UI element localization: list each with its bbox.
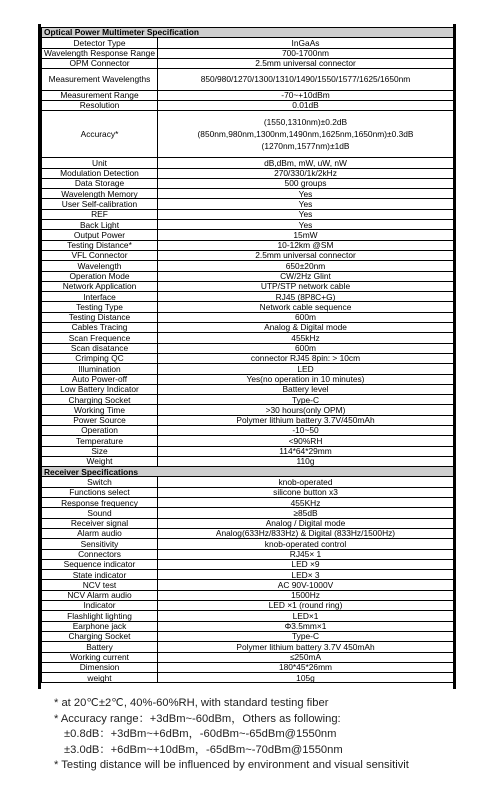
spec-row xyxy=(42,292,454,302)
spec-value: Network cable sequence xyxy=(158,302,454,312)
spec-row xyxy=(42,199,454,209)
spec-label: Network Application xyxy=(42,281,158,291)
spec-label: Switch xyxy=(42,477,158,487)
spec-label: Operation xyxy=(42,426,158,436)
spec-label: NCV test xyxy=(42,580,158,590)
spec-row xyxy=(42,549,454,559)
spec-row xyxy=(42,158,454,168)
spec-value: 1500Hz xyxy=(158,590,454,600)
spec-row xyxy=(42,189,454,199)
spec-value xyxy=(158,111,454,158)
spec-value: CW/2Hz Glint xyxy=(158,271,454,281)
spec-value: Yes xyxy=(158,199,454,209)
spec-label: Crimping QC xyxy=(42,353,158,363)
spec-row xyxy=(42,312,454,322)
spec-row xyxy=(42,58,454,68)
spec-row xyxy=(42,343,454,353)
spec-label: State indicator xyxy=(42,570,158,580)
spec-label: Size xyxy=(42,446,158,456)
spec-label: Sound xyxy=(42,508,158,518)
spec-label: Measurement Wavelengths xyxy=(42,69,158,91)
spec-label: Operation Mode xyxy=(42,271,158,281)
spec-label: Scan disatance xyxy=(42,343,158,353)
spec-value: 650±20nm xyxy=(158,261,454,271)
spec-value: LED ×9 xyxy=(158,559,454,569)
spec-row xyxy=(42,323,454,333)
spec-label: Flashlight lighting xyxy=(42,611,158,621)
spec-value-line: (850nm,980nm,1300nm,1490nm,1625nm,1650nm)±0.3dB xyxy=(197,129,414,140)
section-header xyxy=(42,28,454,38)
spec-label: Receiver signal xyxy=(42,518,158,528)
spec-label: Charging Socket xyxy=(42,631,158,641)
spec-label: Battery xyxy=(42,642,158,652)
spec-value: 15mW xyxy=(158,230,454,240)
footnote-line: * at 20℃±2℃, 40%-60%RH, with standard testing fiber xyxy=(54,697,329,709)
spec-value: RJ45× 1 xyxy=(158,549,454,559)
spec-label: Working current xyxy=(42,652,158,662)
spec-row xyxy=(42,302,454,312)
specification-table xyxy=(41,27,454,683)
spec-row xyxy=(42,631,454,641)
spec-label: VFL Connector xyxy=(42,250,158,260)
spec-value: InGaAs xyxy=(158,38,454,48)
spec-value: 2.5mm universal connector xyxy=(158,58,454,68)
spec-row xyxy=(42,220,454,230)
spec-label: Testing Distance xyxy=(42,312,158,322)
spec-label: Connectors xyxy=(42,549,158,559)
spec-row xyxy=(42,621,454,631)
spec-label: REF xyxy=(42,209,158,219)
spec-row xyxy=(42,590,454,600)
spec-row xyxy=(42,642,454,652)
spec-row xyxy=(42,230,454,240)
spec-label: Detector Type xyxy=(42,38,158,48)
spec-row xyxy=(42,601,454,611)
spec-row xyxy=(42,261,454,271)
spec-label: Interface xyxy=(42,292,158,302)
spec-value: Polymer lithium battery 3.7V/450mAh xyxy=(158,415,454,425)
spec-row xyxy=(42,240,454,250)
spec-label: Output Power xyxy=(42,230,158,240)
spec-value: <90%RH xyxy=(158,436,454,446)
spec-value: 600m xyxy=(158,312,454,322)
spec-row xyxy=(42,580,454,590)
spec-value: 10-12km @SM xyxy=(158,240,454,250)
spec-label: Indicator xyxy=(42,601,158,611)
spec-row xyxy=(42,652,454,662)
spec-row xyxy=(42,487,454,497)
spec-value: Analog / Digital mode xyxy=(158,518,454,528)
spec-value: ≤250mA xyxy=(158,652,454,662)
spec-row xyxy=(42,178,454,188)
spec-value: 850/980/1270/1300/1310/1490/1550/1577/1625/1650nm xyxy=(158,69,454,91)
spec-label: Alarm audio xyxy=(42,528,158,538)
spec-value: -10~50 xyxy=(158,426,454,436)
spec-label: Unit xyxy=(42,158,158,168)
section-title: Optical Power Multimeter Specification xyxy=(42,28,454,38)
spec-row xyxy=(42,405,454,415)
spec-label: Working Time xyxy=(42,405,158,415)
spec-row xyxy=(42,90,454,100)
spec-value: 600m xyxy=(158,343,454,353)
spec-row xyxy=(42,518,454,528)
section-header xyxy=(42,467,454,477)
spec-row xyxy=(42,570,454,580)
spec-label: Back Light xyxy=(42,220,158,230)
spec-value: Yes xyxy=(158,189,454,199)
footnote-line: * Accuracy range：+3dBm~-60dBm，Others as following: xyxy=(54,712,341,725)
spec-row xyxy=(42,374,454,384)
section-title: Receiver Specifications xyxy=(42,467,454,477)
spec-label: Sensitivity xyxy=(42,539,158,549)
spec-label: Modulation Detection xyxy=(42,168,158,178)
spec-value: 105g xyxy=(158,673,454,683)
spec-row xyxy=(42,364,454,374)
spec-label: Weight xyxy=(42,456,158,466)
spec-value: Analog & Digital mode xyxy=(158,323,454,333)
spec-label: NCV Alarm audio xyxy=(42,590,158,600)
spec-row xyxy=(42,333,454,343)
spec-row xyxy=(42,446,454,456)
spec-value: Battery level xyxy=(158,384,454,394)
spec-label: OPM Connector xyxy=(42,58,158,68)
spec-value-line: (1270nm,1577nm)±1dB xyxy=(261,141,350,152)
spec-row xyxy=(42,477,454,487)
spec-value: -70~+10dBm xyxy=(158,90,454,100)
spec-label: Testing Distance* xyxy=(42,240,158,250)
spec-label: Temperature xyxy=(42,436,158,446)
spec-value: RJ45 (8P8C+G) xyxy=(158,292,454,302)
spec-value: AC 90V-1000V xyxy=(158,580,454,590)
spec-value: LED× 3 xyxy=(158,570,454,580)
spec-value: knob-operated control xyxy=(158,539,454,549)
spec-label: Accuracy* xyxy=(42,111,158,158)
spec-label: Auto Power-off xyxy=(42,374,158,384)
spec-value: 180*45*26mm xyxy=(158,662,454,672)
spec-value: Yes xyxy=(158,220,454,230)
spec-row xyxy=(42,111,454,158)
spec-label: Illumination xyxy=(42,364,158,374)
spec-row xyxy=(42,673,454,683)
spec-label: Wavelength Memory xyxy=(42,189,158,199)
spec-label: Low Battery Indicator xyxy=(42,384,158,394)
spec-row xyxy=(42,271,454,281)
spec-label: Cables Tracing xyxy=(42,323,158,333)
spec-label: Measurement Range xyxy=(42,90,158,100)
spec-label: Data Storage xyxy=(42,178,158,188)
spec-label: weight xyxy=(42,673,158,683)
spec-row xyxy=(42,415,454,425)
spec-label: Functions select xyxy=(42,487,158,497)
spec-value: 500 groups xyxy=(158,178,454,188)
spec-value: 0.01dB xyxy=(158,100,454,110)
spec-value: 2.5mm universal connector xyxy=(158,250,454,260)
spec-value: Analog(633Hz/833Hz) & Digital (833Hz/1500Hz) xyxy=(158,528,454,538)
spec-value: UTP/STP network cable xyxy=(158,281,454,291)
spec-row xyxy=(42,426,454,436)
spec-label: Wavelength Response Range xyxy=(42,48,158,58)
spec-value: Yes xyxy=(158,209,454,219)
spec-value: 455KHz xyxy=(158,498,454,508)
spec-row xyxy=(42,528,454,538)
footnotes xyxy=(54,696,484,774)
spec-label: Sequence indicator xyxy=(42,559,158,569)
spec-value: Type-C xyxy=(158,631,454,641)
spec-value: 455kHz xyxy=(158,333,454,343)
spec-value: >30 hours(only OPM) xyxy=(158,405,454,415)
spec-label: Testing Type xyxy=(42,302,158,312)
spec-label: Charging Socket xyxy=(42,395,158,405)
spec-row xyxy=(42,250,454,260)
spec-label: Response frequency xyxy=(42,498,158,508)
spec-value: LED×1 xyxy=(158,611,454,621)
footnote-line: ±3.0dB：+6dBm~+10dBm，-65dBm~-70dBm@1550nm xyxy=(64,743,343,756)
spec-row xyxy=(42,353,454,363)
spec-row xyxy=(42,281,454,291)
spec-value: 110g xyxy=(158,456,454,466)
spec-row xyxy=(42,539,454,549)
spec-row xyxy=(42,498,454,508)
spec-value: Type-C xyxy=(158,395,454,405)
spec-row xyxy=(42,48,454,58)
spec-row xyxy=(42,436,454,446)
spec-row xyxy=(42,611,454,621)
spec-label: Wavelength xyxy=(42,261,158,271)
spec-label: Scan Frequence xyxy=(42,333,158,343)
spec-value: LED ×1 (round ring) xyxy=(158,601,454,611)
spec-label: Earphone jack xyxy=(42,621,158,631)
spec-row xyxy=(42,508,454,518)
spec-value-line: (1550,1310nm)±0.2dB xyxy=(263,117,348,127)
footnote-line: ±0.8dB：+3dBm~+6dBm，-60dBm~-65dBm@1550nm xyxy=(64,728,337,740)
spec-row xyxy=(42,662,454,672)
spec-value: dB,dBm, mW, uW, nW xyxy=(158,158,454,168)
spec-row xyxy=(42,168,454,178)
spec-value: ≥85dB xyxy=(158,508,454,518)
spec-row xyxy=(42,69,454,91)
footnote-line: * Testing distance will be influenced by environment and visual sensitivit xyxy=(54,759,409,771)
spec-row xyxy=(42,38,454,48)
spec-value: knob-operated xyxy=(158,477,454,487)
spec-value: Polymer lithium battery 3.7V 450mAh xyxy=(158,642,454,652)
spec-row xyxy=(42,456,454,466)
spec-label: Power Source xyxy=(42,415,158,425)
spec-row xyxy=(42,209,454,219)
spec-row xyxy=(42,384,454,394)
spec-label: Resolution xyxy=(42,100,158,110)
spec-value: LED xyxy=(158,364,454,374)
spec-value: connector RJ45 8pin: > 10cm xyxy=(158,353,454,363)
spec-value: 114*64*29mm xyxy=(158,446,454,456)
spec-value: 700-1700nm xyxy=(158,48,454,58)
spec-row xyxy=(42,100,454,110)
spec-row xyxy=(42,559,454,569)
spec-value: 270/330/1k/2kHz xyxy=(158,168,454,178)
spec-value: Φ3.5mm×1 xyxy=(158,621,454,631)
spec-row xyxy=(42,395,454,405)
spec-label: User Self-calibration xyxy=(42,199,158,209)
spec-value: silicone button x3 xyxy=(158,487,454,497)
spec-value: Yes(no operation in 10 minutes) xyxy=(158,374,454,384)
spec-label: Dimension xyxy=(42,662,158,672)
